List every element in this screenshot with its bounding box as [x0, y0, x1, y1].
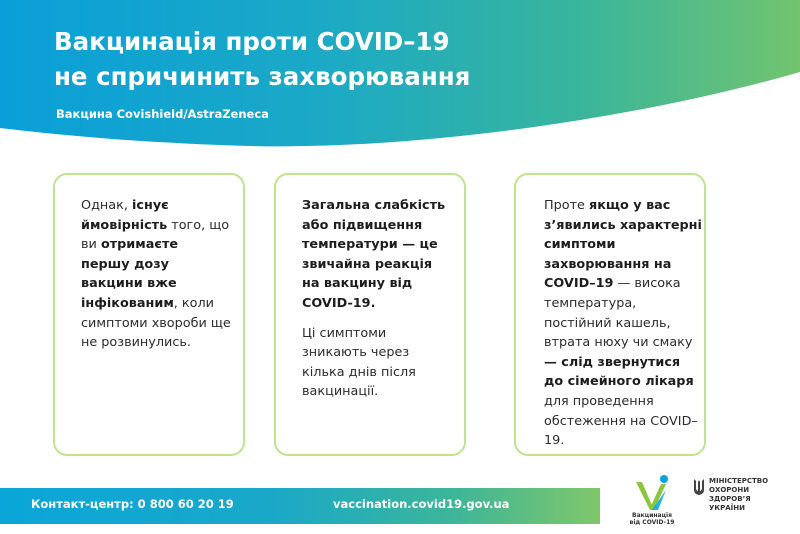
page-title [54, 24, 654, 94]
title-line-2: не спричинить захворювання [54, 62, 471, 91]
ministry-line-3: ЗДОРОВ’Я [709, 495, 751, 503]
ministry-of-health-label [709, 477, 768, 513]
website-link[interactable]: vaccination.covid19.gov.ua [333, 497, 510, 511]
card1-text-1: Однак, [81, 198, 132, 213]
title-line-1: Вакцинація проти COVID–19 [54, 27, 450, 56]
ministry-line-4: УКРАЇНИ [709, 504, 745, 512]
ukraine-trident-icon [693, 478, 705, 496]
card-text [544, 196, 702, 451]
card-text [302, 196, 452, 402]
vaccine-subtitle: Вакцина Covishield/AstraZeneca [56, 107, 269, 121]
card1-text-3: , коли симптоми хвороби ще не розвинулись. [81, 295, 231, 351]
vaccination-logo-caption [622, 512, 682, 526]
card-text [81, 196, 231, 353]
info-card-see-doctor [514, 173, 706, 456]
ministry-line-1: МІНІСТЕРСТВО [709, 477, 769, 485]
ministry-line-2: ОХОРОНИ [709, 486, 750, 494]
info-card-side-effects [274, 173, 466, 456]
header-banner [0, 0, 800, 160]
logo-caption-line-1: Вакцинація [632, 512, 672, 519]
card1-bold-2: отримаєте першу дозу вакцини вже інфікованим [81, 237, 179, 311]
card3-text-2: — висока температура, постійний кашель, втрата нюху чи смаку [544, 276, 693, 351]
card3-text-3: для проведення обстеження на COVID–19. [544, 393, 698, 449]
info-card-infection-possibility [53, 173, 245, 456]
card1-bold-1: існує ймовірність [81, 198, 169, 233]
card1-text-2: того, що ви [81, 217, 230, 253]
logo-caption-line-2: від COVID-19 [629, 519, 675, 526]
contact-center-phone: Контакт-центр: 0 800 60 20 19 [31, 497, 234, 511]
card3-bold-1: якщо у вас з’явились характерні симптоми захворювання на COVID–19 [544, 198, 702, 292]
card3-text-1: Проте [544, 198, 589, 213]
card2-bold-text: Загальна слабкість або підвищення температури — це звичайна реакція на вакцину від COVID-19. [302, 198, 446, 311]
card2-normal-text: Ці симптоми зникають через кілька днів після вакцинації. [302, 325, 416, 400]
card3-bold-2: — слід звернутися до сімейного лікаря [544, 354, 694, 390]
